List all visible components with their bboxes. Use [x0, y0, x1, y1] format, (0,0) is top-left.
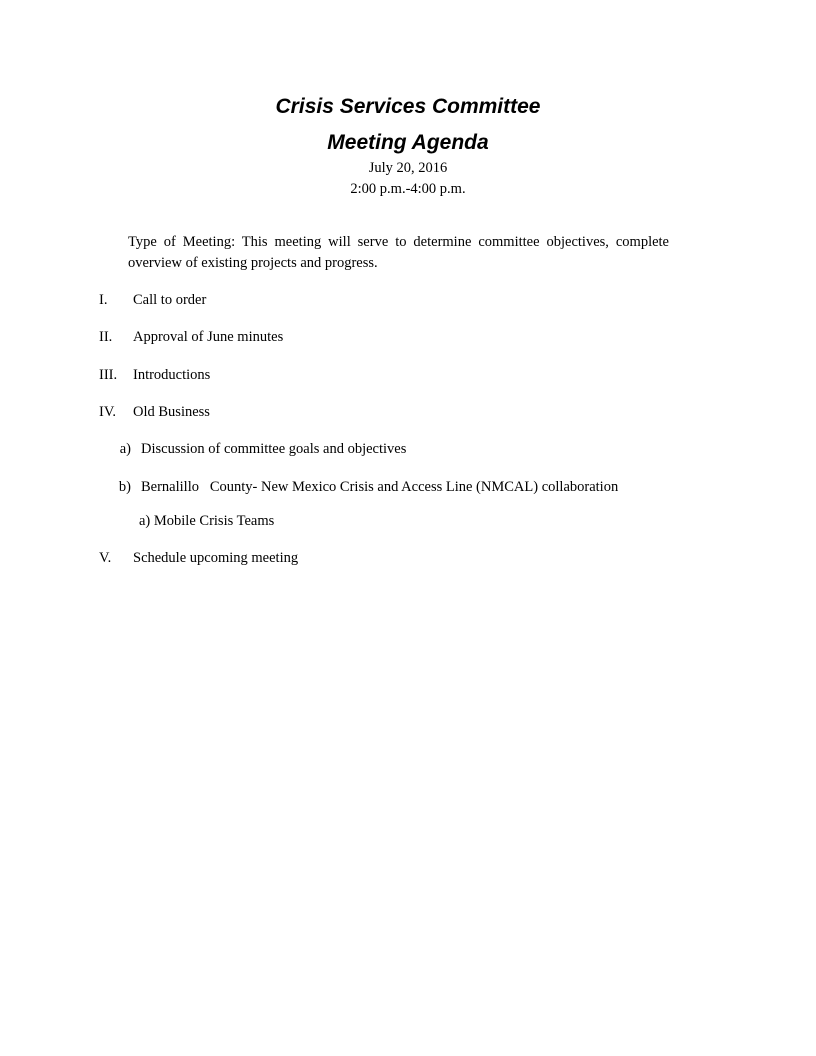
agenda-numeral: b) [118, 479, 131, 495]
agenda-subsubitem-mobile-crisis [139, 512, 274, 530]
agenda-item-text: a) Mobile Crisis Teams [139, 513, 275, 529]
agenda-numeral: I. [99, 292, 108, 308]
document-subtitle: Meeting Agenda [327, 131, 489, 154]
meeting-description: Type of Meeting: This meeting will serve to determine committee objectives, complete overview of existing projects and progress. [128, 234, 669, 271]
agenda-item-text: Schedule upcoming meeting [133, 550, 299, 566]
agenda-item-text: Discussion of committee goals and objectives [141, 441, 407, 457]
agenda-item-text: Call to order [133, 292, 207, 308]
agenda-item-text: Bernalillo County- New Mexico Crisis and Access Line (NMCAL) collaboration [141, 479, 619, 495]
document-title: Crisis Services Committee [275, 95, 541, 118]
agenda-numeral: III. [99, 367, 118, 383]
agenda-numeral: a) [119, 441, 131, 457]
agenda-item-text: Introductions [133, 367, 211, 383]
agenda-item-text: Old Business [133, 404, 210, 420]
meeting-time: 2:00 p.m.-4:00 p.m. [350, 181, 466, 197]
agenda-numeral: II. [99, 329, 113, 345]
agenda-numeral: IV. [99, 404, 117, 420]
agenda-item-text: Approval of June minutes [133, 329, 284, 345]
meeting-date: July 20, 2016 [368, 160, 448, 176]
agenda-numeral: V. [99, 550, 112, 566]
